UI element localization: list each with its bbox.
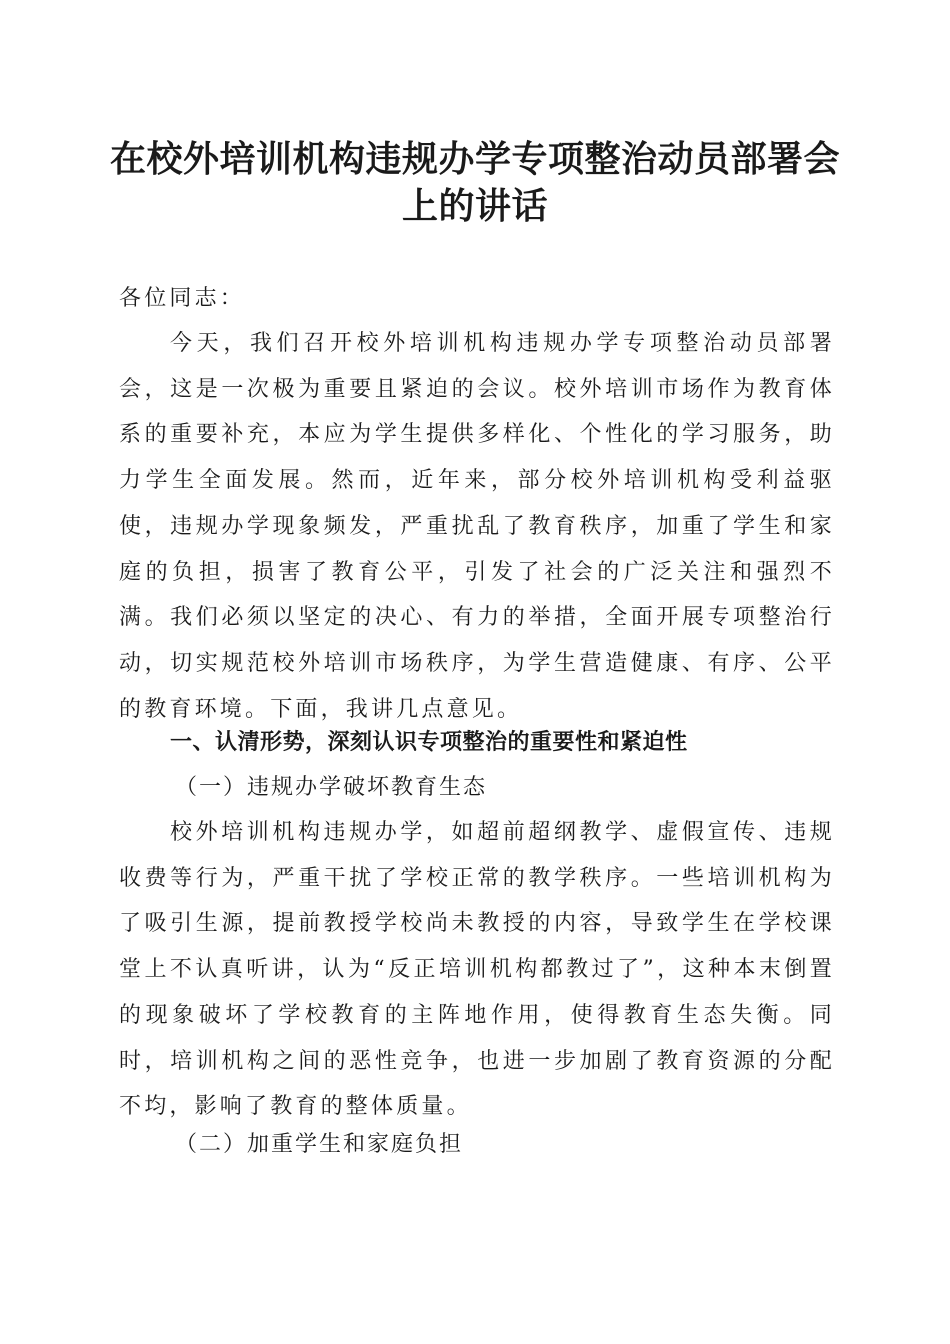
subsection-heading-1: （一）违规办学破坏教育生态 xyxy=(175,775,488,800)
salutation: 各位同志： xyxy=(119,286,246,311)
subsection-heading-2: （二）加重学生和家庭负担 xyxy=(175,1132,464,1157)
subsection-1-paragraph: 校外培训机构违规办学，如超前超纲教学、虚假宣传、违规收费等行为，严重干扰了学校正常的教学秩序。一些培训机构为了吸引生源，提前教授学校尚未教授的内容，导致学生在学校课堂上不认真听讲，认为“反正培训机构都教过了”，这种本末倒置的现象破坏了学校教育的主阵地作用，使得教育生态失衡。同时，培训机构之间的恶性竞争，也进一步加剧了教育资源的分配不均，影响了教育的整体质量。 xyxy=(119,820,835,1120)
section-heading-1: 一、认清形势，深刻认识专项整治的重要性和紧迫性 xyxy=(170,730,688,755)
intro-paragraph: 今天，我们召开校外培训机构违规办学专项整治动员部署会，这是一次极为重要且紧迫的会议。校外培训市场作为教育体系的重要补充，本应为学生提供多样化、个性化的学习服务，助力学生全面发展。然而，近年来，部分校外培训机构受利益驱使，违规办学现象频发，严重扰乱了教育秩序，加重了学生和家庭的负担，损害了教育公平，引发了社会的广泛关注和强烈不满。我们必须以坚定的决心、有力的举措，全面开展专项整治行动，切实规范校外培训市场秩序，为学生营造健康、有序、公平的教育环境。下面，我讲几点意见。 xyxy=(119,331,835,722)
document-title: 在校外培训机构违规办学专项整治动员部署会上的讲话 xyxy=(109,138,840,227)
